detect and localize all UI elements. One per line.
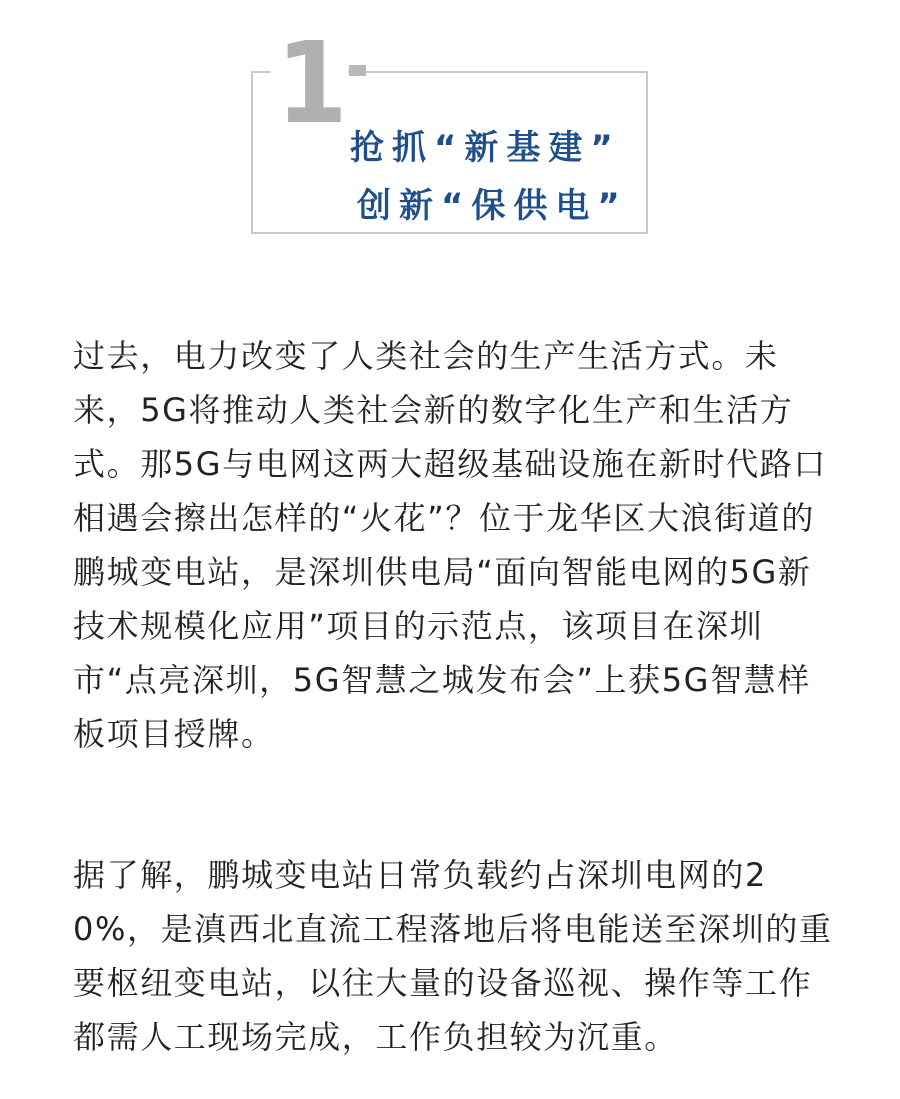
section-number: 1 xyxy=(276,19,348,149)
section-title-line-2: 创新“保供电” xyxy=(357,186,628,226)
article-paragraph-1: 过去，电力改变了人类社会的生产生活方式。未来，5G将推动人类社会新的数字化生产和生活方式。那5G与电网这两大超级基础设施在新时代路口相遇会擦出怎样的“火花”？位于龙华区大浪街道的鹏城变电站，是深圳供电局“面向智能电网的5G新技术规模化应用”项目的示范点，该项目在深圳市“点亮深圳，5G智慧之城发布会”上获5G智慧样板项目授牌。 xyxy=(73,337,827,753)
section-title-line-1: 抢抓“新基建” xyxy=(350,128,621,168)
decorative-square xyxy=(349,65,366,76)
article-paragraph-2: 据了解，鹏城变电站日常负载约占深圳电网的20%，是滇西北直流工程落地后将电能送至深圳的重要枢纽变电站，以往大量的设备巡视、操作等工作都需人工现场完成，工作负担较为沉重。 xyxy=(73,856,833,1056)
